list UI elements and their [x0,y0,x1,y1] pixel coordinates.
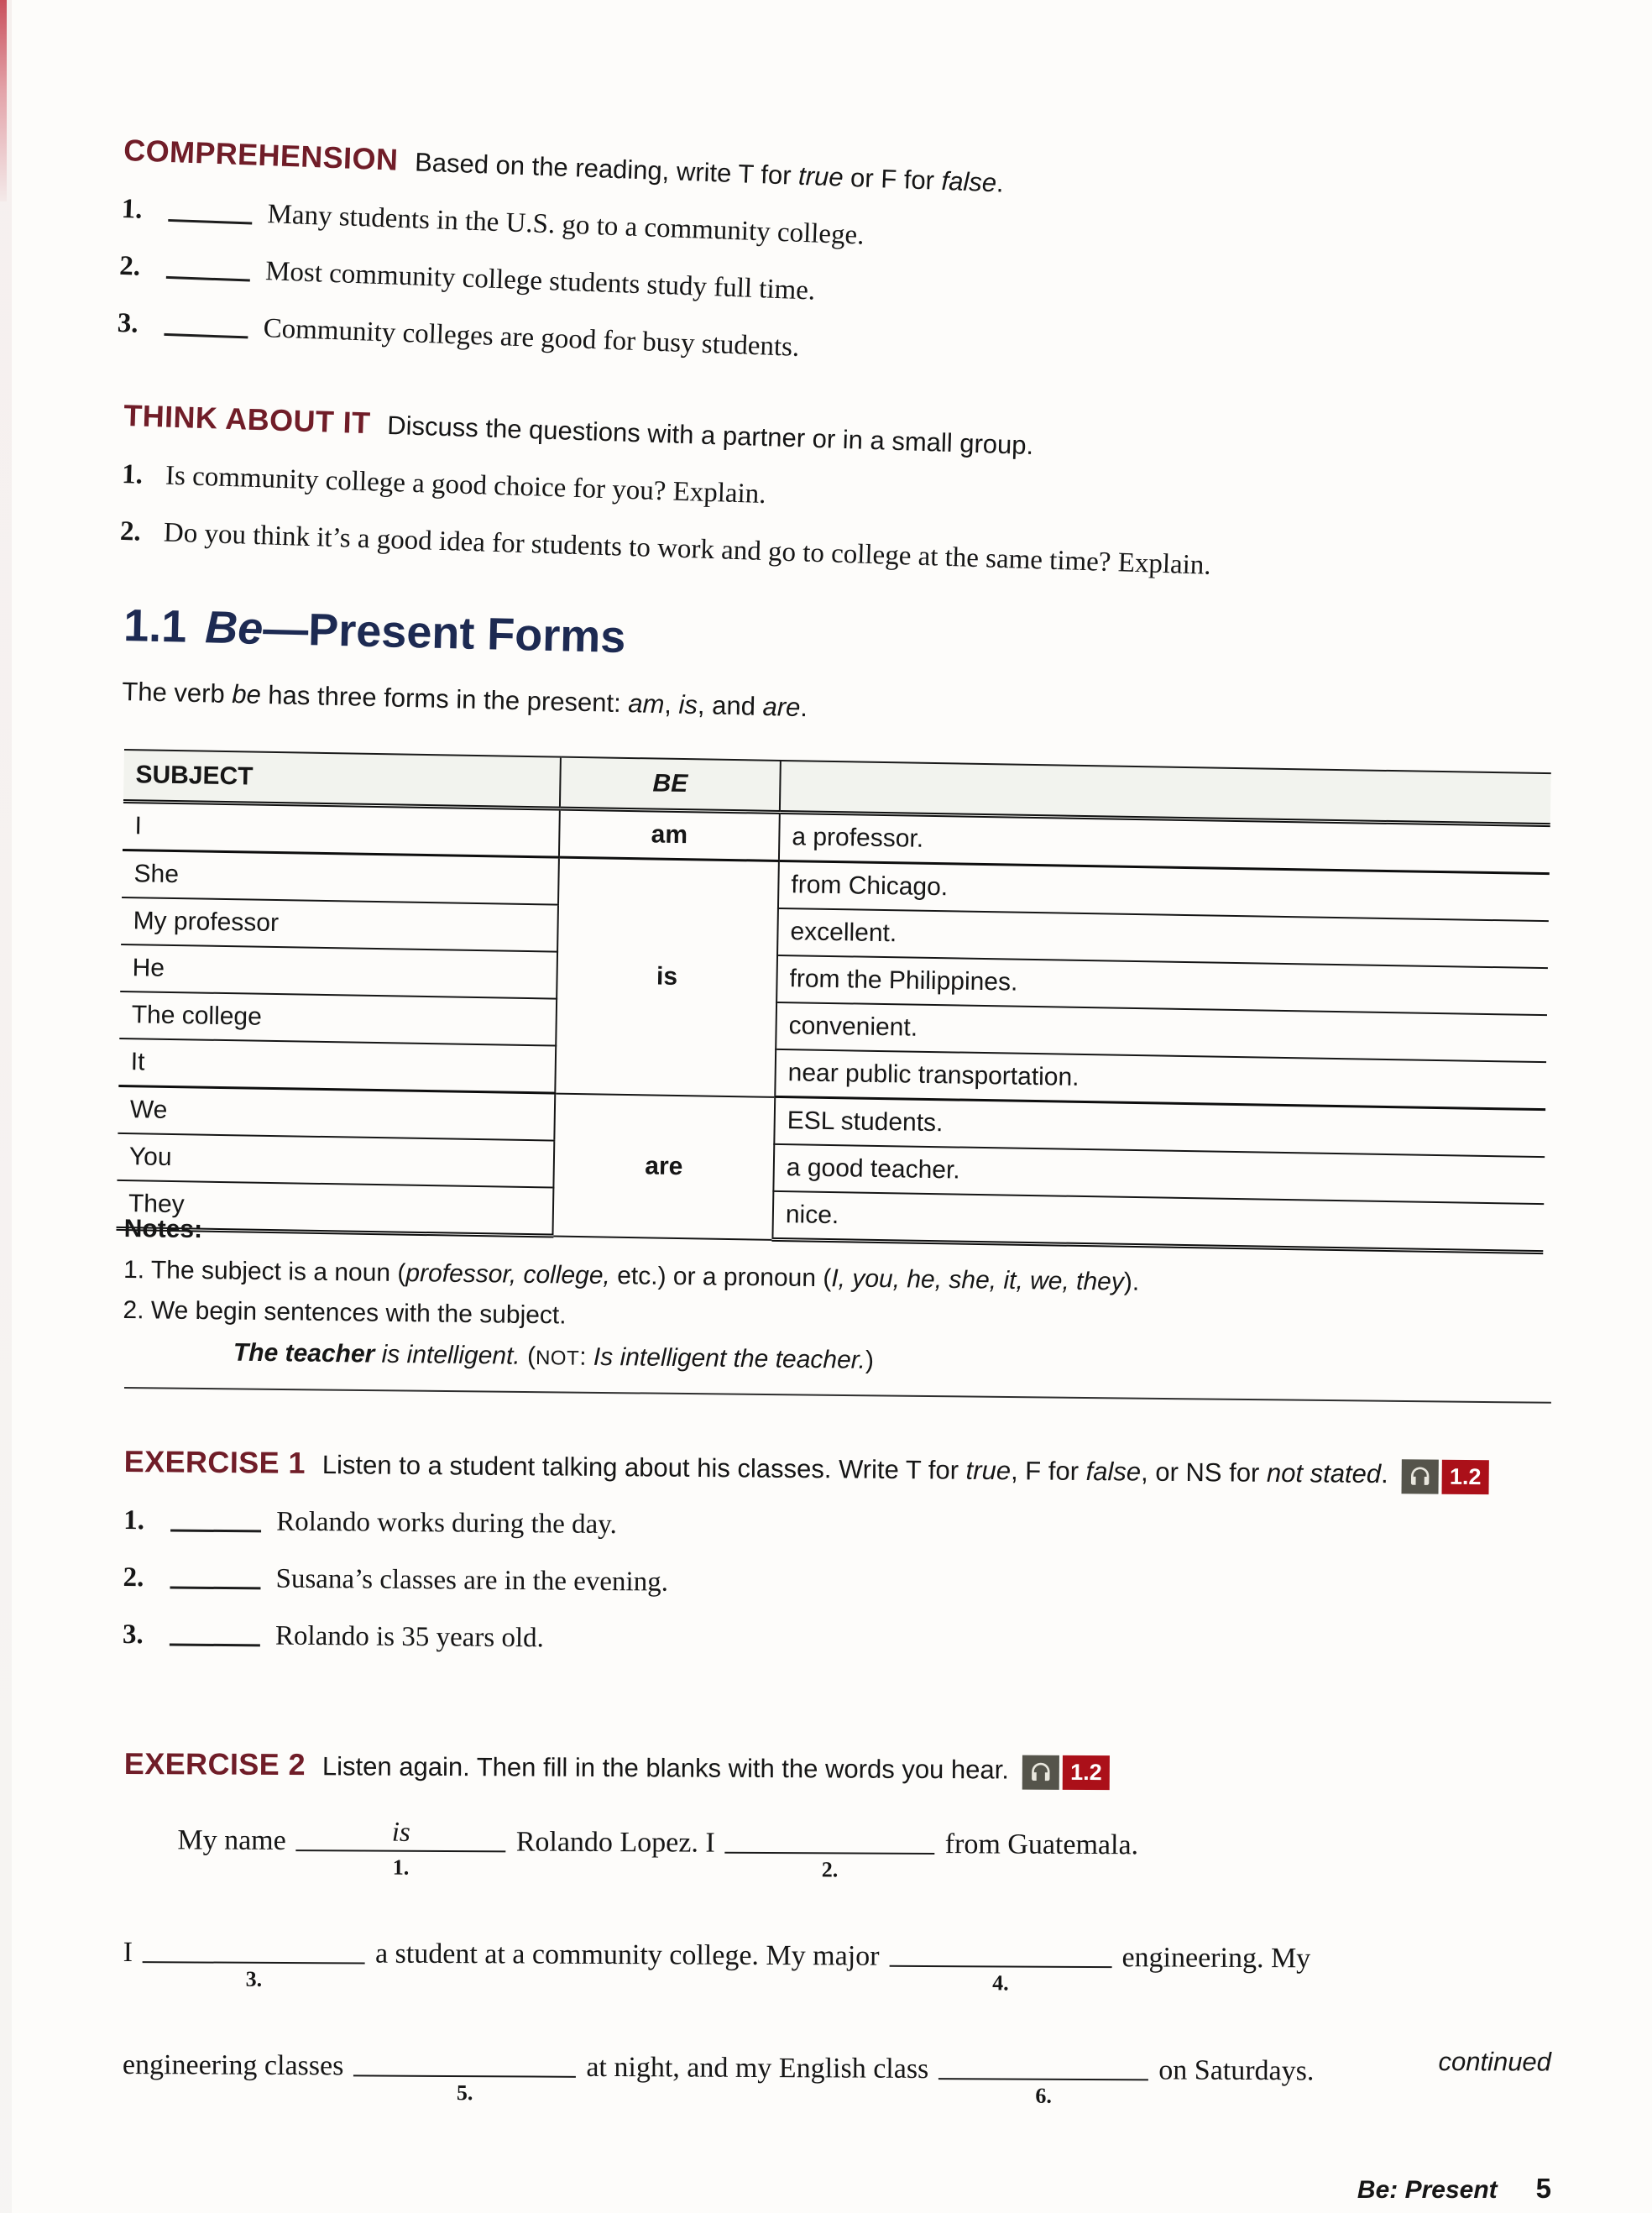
item-text: Susana’s classes are in the evening. [275,1563,669,1598]
item-number: 3. [122,1619,144,1650]
table-row: We are ESL students. [118,1086,1545,1157]
fill-blank-6: 6. [938,2051,1148,2085]
col-header-subject: SUBJECT [123,750,561,808]
section-title: 1.1 Be—Present Forms [123,599,627,663]
audio-track-badge: 1.2 [1442,1460,1489,1494]
listening-cloze-passage [122,1817,1551,2126]
audio-chip [1022,1755,1110,1791]
answer-blank [170,1581,260,1589]
table-row: It near public transportation. [118,1038,1546,1110]
table-row: They nice. [117,1180,1545,1253]
grammar-table-block [116,749,1550,1254]
example-answer: is [391,1817,410,1848]
item-number: 1. [123,1504,145,1535]
comprehension-section [117,133,1550,390]
answer-blank [166,271,250,282]
fill-blank-3: 3. [143,1934,365,1969]
audio-chip [1402,1459,1489,1494]
be-present-forms-table [116,749,1550,1254]
item-text: Community colleges are good for busy students. [263,313,800,363]
section-divider-rule [124,1387,1551,1404]
item-text: Most community college students study full time. [264,256,816,306]
item-text: Is community college a good choice for you? Explain. [165,460,767,510]
think-heading: THINK ABOUT IT [123,398,372,441]
exercise-1-section [123,1441,1551,1662]
cloze-line: engineering classes 5. at night, and my English class 6. on Saturdays. [122,2048,1315,2108]
note-1: 1. The subject is a noun (professor, college, etc.) or a pronoun (I, you, he, she, it, we, they). [123,1255,1140,1296]
answer-blank [168,214,252,225]
notes-heading: Notes: [123,1214,203,1244]
page-number: 5 [1535,2173,1551,2204]
item-number: 3. [117,307,139,339]
think-about-it-section [119,398,1550,592]
fill-blank-2: 2. [725,1824,935,1859]
continued-label: continued [1438,2047,1551,2077]
cloze-line: I 3. a student at a community college. My major 4. engineering. My [123,1933,1550,2013]
exercise2-heading: EXERCISE 2 [123,1745,306,1781]
exercise2-instruction: Listen again. Then fill in the blanks with the words you hear. [322,1750,1010,1785]
notes-block [123,1209,1551,1389]
item-text: Do you think it’s a good idea for students to work and go to college at the same time? Explain. [163,517,1212,581]
table-row: You a good teacher. [117,1133,1545,1204]
answer-blank [170,1524,261,1532]
grammar-section-header [122,599,1551,740]
scan-edge-shadow [0,0,12,2213]
scan-red-edge-mark [0,0,7,201]
table-row: He from the Philippines. [120,944,1548,1015]
comprehension-heading: COMPREHENSION [123,133,400,177]
comprehension-instruction: Based on the reading, write T for true or F for false. [414,147,1005,198]
item-text: Rolando is 35 years old. [274,1620,545,1653]
table-row: The college convenient. [119,991,1547,1062]
exercise-item [123,1619,1550,1662]
item-text: Rolando works during the day. [276,1506,618,1540]
answer-blank [170,1638,260,1646]
table-row: My professor excellent. [121,897,1549,968]
fill-blank-5: 5. [353,2048,576,2082]
answer-blank [164,328,248,339]
headphones-icon [1022,1755,1059,1790]
cloze-line: My name is 1. Rolando Lopez. I 2. from Guatemala. [177,1817,1139,1881]
section-intro: The verb be has three forms in the present: am, is, and are. [122,676,808,723]
fill-blank-4: 4. [889,1938,1111,1972]
exercise1-instruction: Listen to a student talking about his classes. Write T for true, F for false, or NS for not stated. [322,1449,1388,1488]
exercise-item [123,1562,1550,1605]
table-row: She is from Chicago. [122,850,1550,921]
headphones-icon [1402,1459,1439,1494]
exercise-item [123,1504,1550,1548]
note-2: 2. We begin sentences with the subject. [123,1296,567,1330]
item-number: 1. [121,458,144,490]
section-number: 1.1 [123,599,188,652]
item-number: 2. [119,515,142,547]
chapter-title: Be: Present [1357,2176,1498,2204]
audio-track-badge: 1.2 [1063,1755,1110,1790]
page-footer [124,2173,1551,2205]
fill-blank-1: is 1. [296,1823,506,1857]
think-instruction: Discuss the questions with a partner or in a small group. [386,410,1034,461]
item-number: 2. [118,250,141,282]
exercise1-heading: EXERCISE 1 [123,1443,306,1480]
item-number: 1. [121,193,144,225]
table-row: I am a professor. [123,801,1550,873]
item-text: Many students in the U.S. go to a community college. [266,199,865,251]
item-number: 2. [123,1562,144,1593]
col-header-be: BE [560,757,781,813]
note-example: The teacher is intelligent. (NOT: Is intelligent the teacher.) [233,1338,875,1374]
